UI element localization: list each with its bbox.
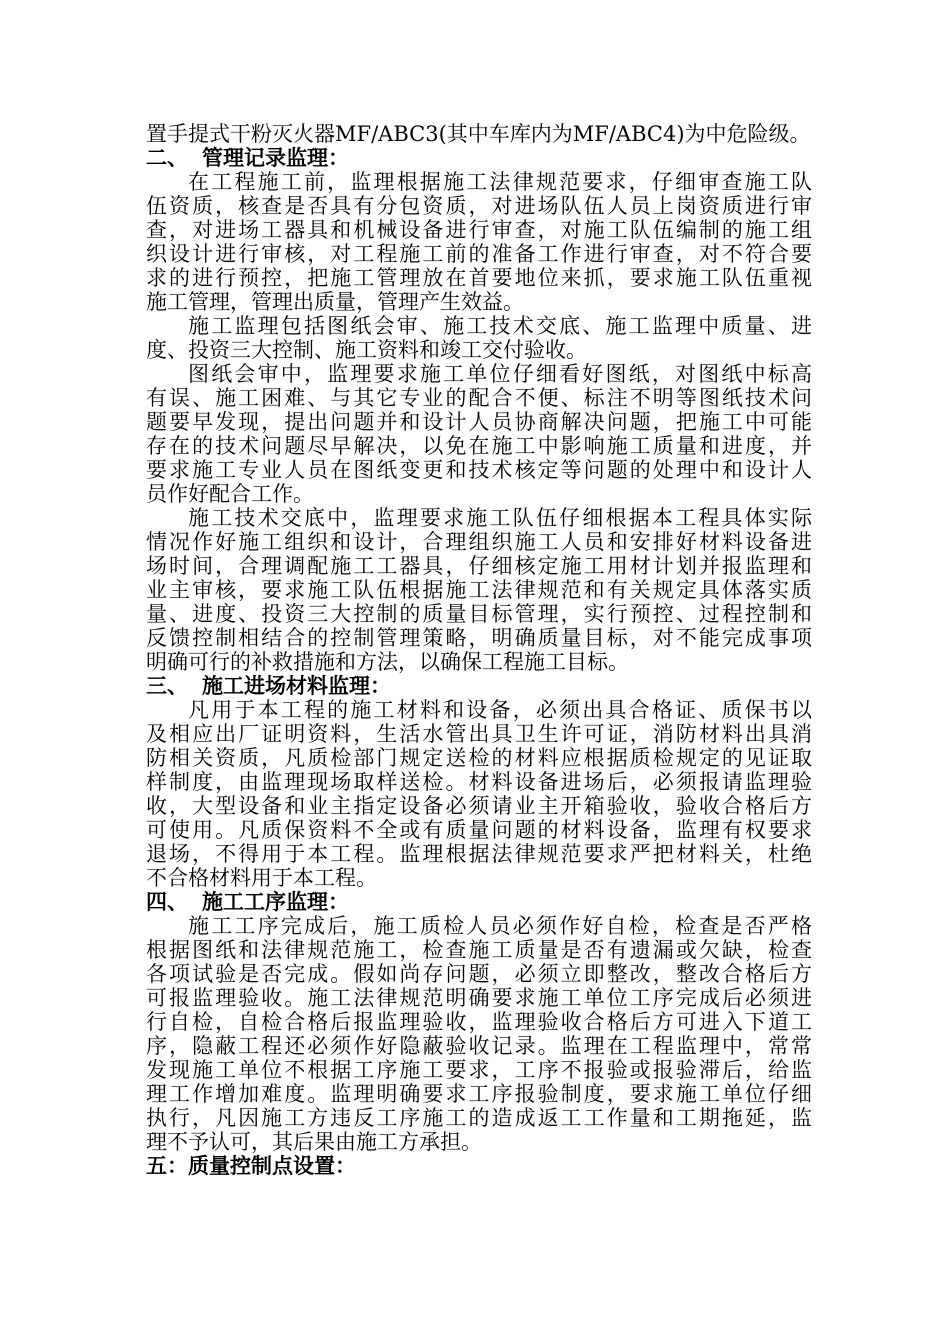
section-number: 二、 <box>146 145 188 170</box>
text-line: 量、进度、投资三大控制的质量目标管理，实行预控、过程控制和 <box>146 602 812 626</box>
text-line: 收，大型设备和业主指定设备必须请业主开箱验收，验收合格后方 <box>146 794 812 818</box>
text-line: 行自检，自检合格后报监理验收，监理验收合格后方可进入下道工 <box>146 1010 812 1034</box>
text-line: 及相应出厂证明资料，生活水管出具卫生许可证，消防材料出具消 <box>146 722 812 746</box>
section-heading <box>146 674 812 698</box>
text-line: 图纸会审中，监理要求施工单位仔细看好图纸，对图纸中标高 <box>188 362 812 386</box>
text-line: 各项试验是否完成。假如尚存问题，必须立即整改，整改合格后方 <box>146 962 812 986</box>
text-line: 员作好配合工作。 <box>146 482 314 506</box>
text-line: 置手提式干粉灭火器MF/ABC3(其中车库内为MF/ABC4)为中危险级。 <box>146 122 811 146</box>
text-line: 在工程施工前，监理根据施工法律规范要求，仔细审查施工队 <box>188 170 812 194</box>
text-line: 发现施工单位不根据工序施工要求，工序不报验或报验滞后，给监 <box>146 1058 812 1082</box>
section-title: 管理记录监理： <box>202 145 349 170</box>
text-line: 样制度，由监理现场取样送检。材料设备进场后，必须报请监理验 <box>146 770 812 794</box>
text-line: 施工工序完成后，施工质检人员必须作好自检，检查是否严格 <box>188 914 812 938</box>
text-line: 反馈控制相结合的控制管理策略，明确质量目标，对不能完成事项 <box>146 626 812 650</box>
text-line: 求的进行预控，把施工管理放在首要地位来抓，要求施工队伍重视 <box>146 266 812 290</box>
text-line: 施工技术交底中，监理要求施工队伍仔细根据本工程具体实际 <box>188 506 812 530</box>
text-line: 执行，凡因施工方违反工序施工的造成返工工作量和工期拖延，监 <box>146 1106 812 1130</box>
section-heading: 五：质量控制点设置： <box>146 1153 356 1178</box>
text-line: 退场，不得用于本工程。监理根据法律规范要求严把材料关，杜绝 <box>146 842 812 866</box>
text-line: 伍资质，核查是否具有分包资质，对进场队伍人员上岗资质进行审 <box>146 194 812 218</box>
text-line: 织设计进行审核，对工程施工前的准备工作进行审查，对不符合要 <box>146 242 812 266</box>
text-line: 防相关资质，凡质检部门规定送检的材料应根据质检规定的见证取 <box>146 746 812 770</box>
text-line: 要求施工专业人员在图纸变更和技术核定等问题的处理中和设计人 <box>146 458 812 482</box>
section-heading <box>146 890 812 914</box>
text-line: 施工监理包括图纸会审、施工技术交底、施工监理中质量、进 <box>188 314 812 338</box>
text-line: 存在的技术问题尽早解决，以免在施工中影响施工质量和进度，并 <box>146 434 812 458</box>
text-line: 理工作增加难度。监理明确要求工序报验制度，要求施工单位仔细 <box>146 1082 812 1106</box>
text-line: 题要早发现，提出问题并和设计人员协商解决问题，把施工中可能 <box>146 410 812 434</box>
text-line: 场时间，合理调配施工工器具，仔细核定施工用材计划并报监理和 <box>146 554 812 578</box>
text-line: 有误、施工困难、与其它专业的配合不便、标注不明等图纸技术问 <box>146 386 812 410</box>
section-number: 四、 <box>146 889 188 914</box>
text-line: 根据图纸和法律规范施工，检查施工质量是否有遗漏或欠缺，检查 <box>146 938 812 962</box>
section-number: 三、 <box>146 673 188 698</box>
text-line: 可报监理验收。施工法律规范明确要求施工单位工序完成后必须进 <box>146 986 812 1010</box>
text-line: 理不予认可，其后果由施工方承担。 <box>146 1130 482 1154</box>
document-body <box>146 122 812 1178</box>
text-line: 业主审核，要求施工队伍根据施工法律规范和有关规定具体落实质 <box>146 578 812 602</box>
text-line: 明确可行的补救措施和方法，以确保工程施工目标。 <box>146 650 629 674</box>
text-line: 情况作好施工组织和设计，合理组织施工人员和安排好材料设备进 <box>146 530 812 554</box>
text-line: 查，对进场工器具和机械设备进行审查，对施工队伍编制的施工组 <box>146 218 812 242</box>
section-title: 施工进场材料监理： <box>202 673 391 698</box>
text-line: 施工管理，管理出质量，管理产生效益。 <box>146 290 524 314</box>
section-heading <box>146 146 812 170</box>
text-line: 凡用于本工程的施工材料和设备，必须出具合格证、质保书以 <box>188 698 812 722</box>
text-line: 度、投资三大控制、施工资料和竣工交付验收。 <box>146 338 587 362</box>
text-line: 不合格材料用于本工程。 <box>146 866 377 890</box>
text-line: 可使用。凡质保资料不全或有质量问题的材料设备，监理有权要求 <box>146 818 812 842</box>
text-line: 序，隐蔽工程还必须作好隐蔽验收记录。监理在工程监理中，常常 <box>146 1034 812 1058</box>
section-title: 施工工序监理： <box>202 889 349 914</box>
